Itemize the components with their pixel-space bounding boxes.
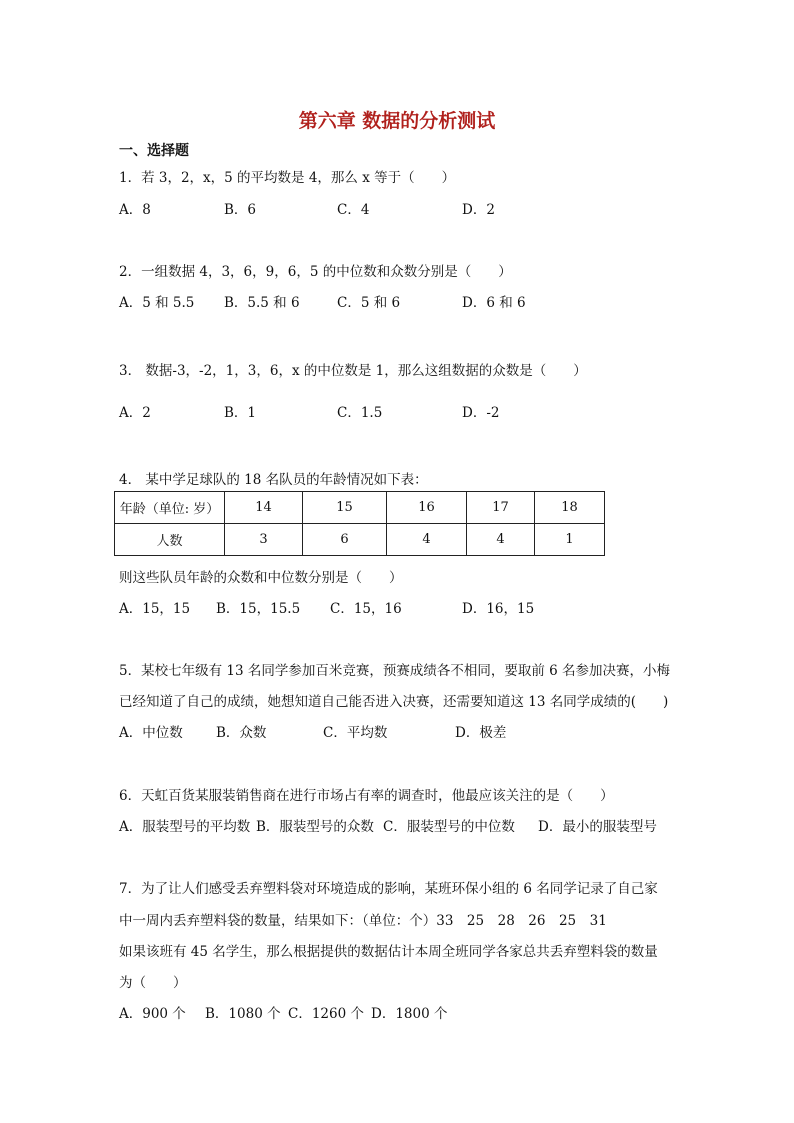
- table-row: [115, 492, 605, 524]
- q5-option-b: B．众数: [216, 725, 267, 741]
- question-2: 2．一组数据 4，3，6，9，6，5 的中位数和众数分别是（ ）: [119, 264, 512, 280]
- q5-option-d: D．极差: [455, 725, 507, 741]
- table-cell: 15: [303, 492, 387, 524]
- table-cell: 17: [467, 492, 535, 524]
- table-cell: 4: [387, 524, 467, 556]
- q7-option-d: D．1800 个: [371, 1006, 448, 1022]
- q6-option-a: A．服装型号的平均数: [119, 819, 251, 835]
- q4-option-a: A．15，15: [119, 601, 191, 617]
- q3-option-b: B．1: [224, 405, 257, 421]
- question-7-line-1: 7．为了让人们感受丢弃塑料袋对环境造成的影响，某班环保小组的 6 名同学记录了自己家: [119, 881, 658, 897]
- q4-option-d: D．16，15: [462, 601, 535, 617]
- table-cell: 16: [387, 492, 467, 524]
- section-heading: 一、选择题: [119, 143, 189, 159]
- q1-option-a: A．8: [119, 202, 151, 218]
- q7-option-b: B．1080 个: [205, 1006, 281, 1022]
- q6-option-b: B．服装型号的众数: [256, 819, 374, 835]
- q3-option-d: D．-2: [462, 405, 500, 421]
- q4-option-b: B．15，15.5: [216, 601, 301, 617]
- table-cell: 18: [535, 492, 605, 524]
- q2-option-a: A．5 和 5.5: [119, 295, 195, 311]
- table-cell: 14: [225, 492, 303, 524]
- question-5-line-1: 5．某校七年级有 13 名同学参加百米竞赛，预赛成绩各不相同，要取前 6 名参加决赛，小梅: [119, 663, 671, 679]
- q3-option-a: A．2: [119, 405, 151, 421]
- q7-option-c: C．1260 个: [288, 1006, 364, 1022]
- q6-option-d: D．最小的服装型号: [538, 819, 657, 835]
- q2-option-d: D．6 和 6: [462, 295, 526, 311]
- page-title: 第六章 数据的分析测试: [298, 110, 496, 132]
- question-7-line-4: 为（ ）: [119, 975, 187, 991]
- question-4: 4． 某中学足球队的 18 名队员的年龄情况如下表：: [119, 472, 428, 488]
- table-row: [115, 524, 605, 556]
- table-cell: 1: [535, 524, 605, 556]
- table-cell: 6: [303, 524, 387, 556]
- question-4-prompt: 则这些队员年龄的众数和中位数分别是（ ）: [119, 570, 403, 586]
- q2-option-b: B．5.5 和 6: [224, 295, 300, 311]
- question-1: 1．若 3，2，x，5 的平均数是 4，那么 x 等于（ ）: [119, 170, 456, 186]
- q2-option-c: C．5 和 6: [337, 295, 401, 311]
- q6-option-c: C．服装型号的中位数: [383, 819, 515, 835]
- q3-option-c: C．1.5: [337, 405, 383, 421]
- question-3: 3． 数据-3，-2，1，3，6，x 的中位数是 1，那么这组数据的众数是（ ）: [119, 363, 587, 379]
- q4-option-c: C．15，16: [330, 601, 402, 617]
- q1-option-d: D．2: [462, 202, 495, 218]
- question-7-line-3: 如果该班有 45 名学生，那么根据提供的数据估计本周全班同学各家总共丢弃塑料袋的数量: [119, 944, 658, 960]
- table-cell: 3: [225, 524, 303, 556]
- question-5-line-2: 已经知道了自己的成绩，她想知道自己能否进入决赛，还需要知道这 13 名同学成绩的( ): [119, 694, 669, 710]
- q1-option-b: B．6: [224, 202, 257, 218]
- q1-option-c: C．4: [337, 202, 370, 218]
- table-header-age: 年龄（单位: 岁）: [115, 492, 225, 524]
- q5-option-c: C．平均数: [323, 725, 388, 741]
- table-header-count: 人数: [115, 524, 225, 556]
- question-6: 6．天虹百货某服装销售商在进行市场占有率的调查时，他最应该关注的是（ ）: [119, 788, 614, 804]
- age-table: [114, 491, 605, 556]
- question-7-line-2: 中一周内丢弃塑料袋的数量，结果如下：（单位：个）33 25 28 26 25 31: [119, 913, 607, 929]
- q7-option-a: A．900 个: [119, 1006, 186, 1022]
- table-cell: 4: [467, 524, 535, 556]
- q5-option-a: A．中位数: [119, 725, 183, 741]
